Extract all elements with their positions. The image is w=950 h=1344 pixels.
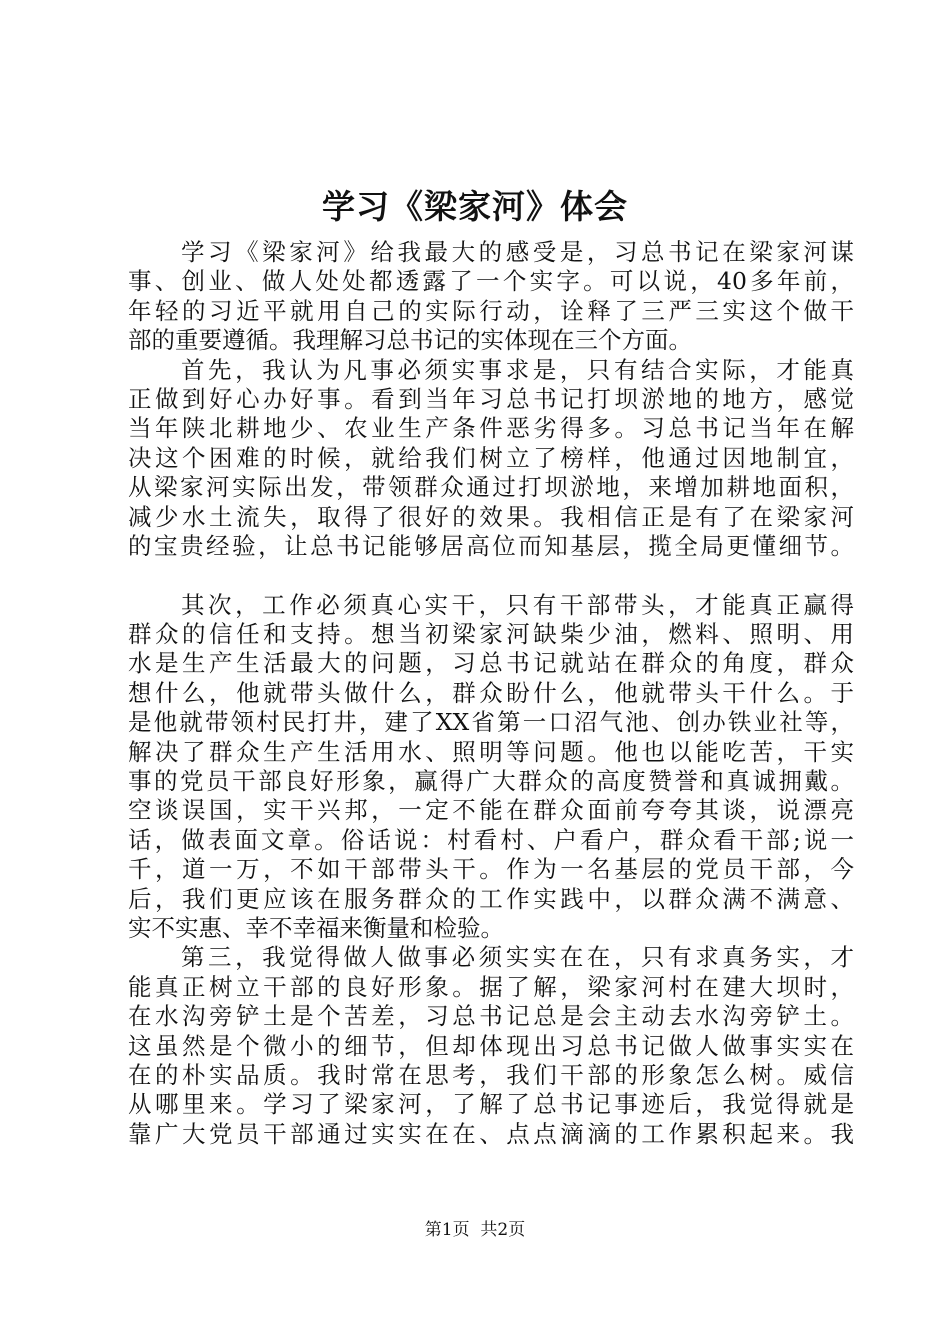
page-footer xyxy=(0,1218,950,1242)
text-line: 后，我们更应该在服务群众的工作实践中，以群众满不满意、 xyxy=(128,884,854,913)
text-line: 群众的信任和支持。想当初梁家河缺柴少油，燃料、照明、用 xyxy=(128,620,854,649)
text-line: 实不实惠、幸不幸福来衡量和检验。 xyxy=(128,913,504,942)
text-line: 部的重要遵循。我理解习总书记的实体现在三个方面。 xyxy=(128,326,692,355)
text-line: 能真正树立干部的良好形象。据了解，梁家河村在建大坝时， xyxy=(128,972,854,1001)
text-line: 的宝贵经验，让总书记能够居高位而知基层，揽全局更懂细节。 xyxy=(128,531,854,560)
text-line: 当年陕北耕地少、农业生产条件恶劣得多。习总书记当年在解 xyxy=(128,414,854,443)
text-line: 学习《梁家河》给我最大的感受是，习总书记在梁家河谋 xyxy=(181,238,854,266)
text-line: 在水沟旁铲土是个苦差，习总书记总是会主动去水沟旁铲土。 xyxy=(128,1002,854,1031)
text-line: 决这个困难的时候，就给我们树立了榜样，他通过因地制宜， xyxy=(128,443,854,472)
text-line: 首先，我认为凡事必须实事求是，只有结合实际，才能真 xyxy=(181,355,854,384)
blank-line xyxy=(128,561,854,590)
text-line: 解决了群众生产生活用水、照明等问题。他也以能吃苦，干实 xyxy=(128,737,854,766)
text-line: 千，道一万，不如干部带头干。作为一名基层的党员干部，今 xyxy=(128,855,854,884)
text-line: 靠广大党员干部通过实实在在、点点滴滴的工作累积起来。我 xyxy=(128,1119,854,1148)
text-line: 事的党员干部良好形象，赢得广大群众的高度赞誉和真诚拥戴。 xyxy=(128,767,854,796)
page-number-label: 第1页 共2页 xyxy=(424,1220,526,1240)
text-line: 话，做表面文章。俗话说：村看村、户看户，群众看干部;说一 xyxy=(128,825,854,854)
text-line: 水是生产生活最大的问题，习总书记就站在群众的角度，群众 xyxy=(128,649,854,678)
document-body xyxy=(128,238,854,1149)
text-line: 正做到好心办好事。看到当年习总书记打坝淤地的地方，感觉 xyxy=(128,384,854,413)
text-line: 空谈误国，实干兴邦，一定不能在群众面前夸夸其谈，说漂亮 xyxy=(128,796,854,825)
text-line: 其次，工作必须真心实干，只有干部带头，才能真正赢得 xyxy=(181,590,854,619)
text-line: 是他就带领村民打井，建了XX省第一口沼气池、创办铁业社等， xyxy=(128,708,854,737)
text-line: 减少水土流失，取得了很好的效果。我相信正是有了在梁家河 xyxy=(128,502,854,531)
text-line: 想什么，他就带头做什么，群众盼什么，他就带头干什么。于 xyxy=(128,678,854,707)
document-title: 学习《梁家河》体会 xyxy=(322,187,628,226)
text-line: 从梁家河实际出发，带领群众通过打坝淤地，来增加耕地面积， xyxy=(128,473,854,502)
text-line: 在的朴实品质。我时常在思考，我们干部的形象怎么树。威信 xyxy=(128,1060,854,1089)
text-line: 事、创业、做人处处都透露了一个实字。可以说，40多年前， xyxy=(128,267,854,296)
text-line: 从哪里来。学习了梁家河，了解了总书记事迹后，我觉得就是 xyxy=(128,1090,854,1119)
text-line: 第三，我觉得做人做事必须实实在在，只有求真务实，才 xyxy=(181,943,854,972)
text-line: 年轻的习近平就用自己的实际行动，诠释了三严三实这个做干 xyxy=(128,296,854,325)
text-line: 这虽然是个微小的细节，但却体现出习总书记做人做事实实在 xyxy=(128,1031,854,1060)
